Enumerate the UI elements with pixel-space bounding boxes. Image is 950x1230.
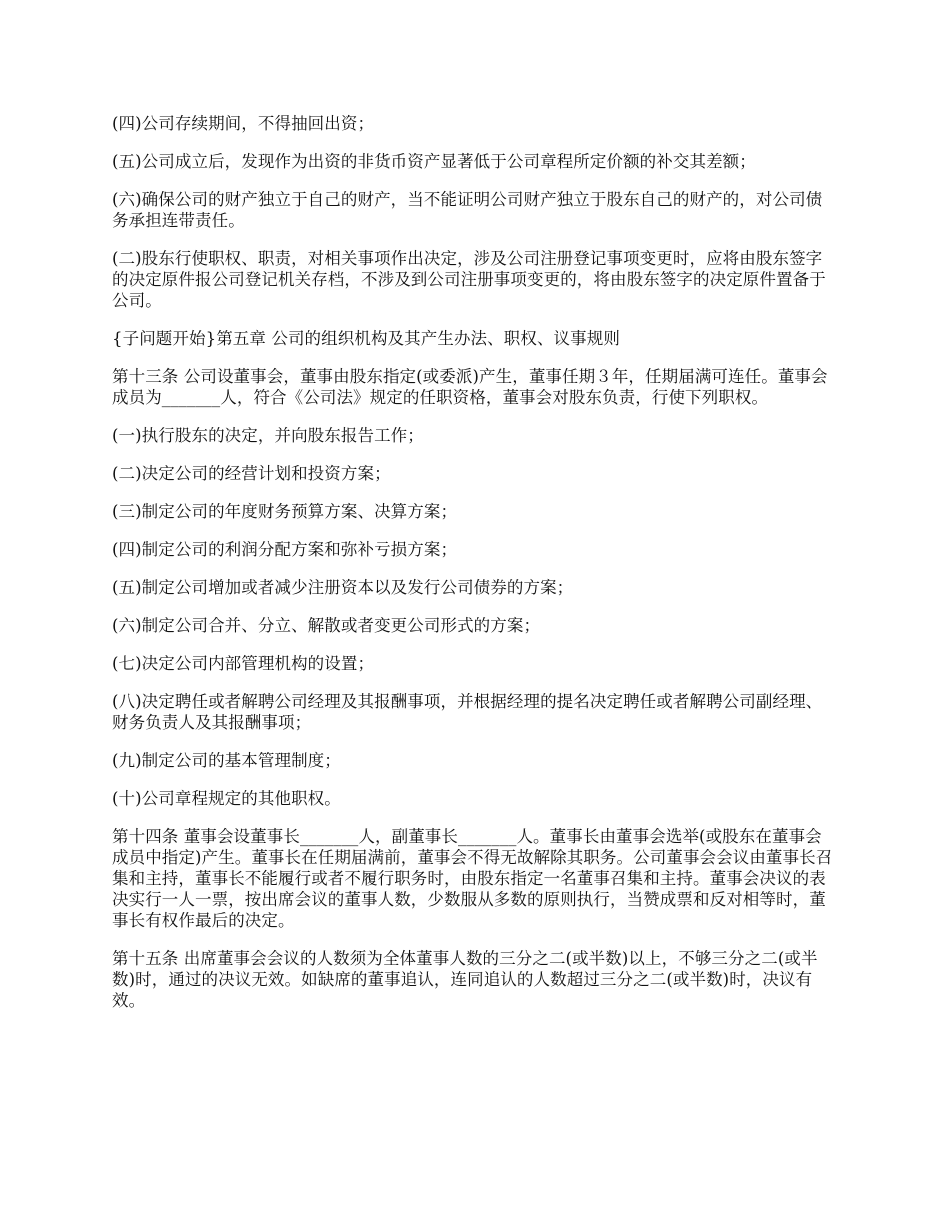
section-heading: {子问题开始}第五章 公司的组织机构及其产生办法、职权、议事规则 — [112, 329, 620, 348]
article-paragraph: 第十五条 出席董事会会议的人数须为全体董事人数的三分之二(或半数)以上，不够三分之二(或半数)时，通过的决议无效。如缺席的董事追认，连同追认的人数超过三分之二(或半数)时，决议有效。 — [112, 949, 818, 1010]
list-item: (二)决定公司的经营计划和投资方案； — [112, 464, 391, 483]
list-item: (三)制定公司的年度财务预算方案、决算方案； — [112, 502, 458, 521]
list-item: (九)制定公司的基本管理制度； — [112, 751, 341, 770]
list-item: (六)制定公司合并、分立、解散或者变更公司形式的方案； — [112, 616, 541, 635]
paragraph: (二)股东行使职权、职责，对相关事项作出决定，涉及公司注册登记事项变更时，应将由股东签字的决定原件报公司登记机关存档，不涉及到公司注册事项变更的，将由股东签字的决定原件置备于公司。 — [112, 249, 826, 310]
paragraph: (六)确保公司的财产独立于自己的财产，当不能证明公司财产独立于股东自己的财产的，对公司债务承担连带责任。 — [112, 190, 823, 230]
article-paragraph: 第十四条 董事会设董事长_______人，副董事长_______人。董事长由董事会选举(或股东在董事会成员中指定)产生。董事长在任期届满前，董事会不得无故解除其职务。公司董事会会议由董事长召集和主持，董事长不能履行或者不履行职务时，由股东指定一名董事召集和主持。董事会决议的表决实行一人一票，按出席会议的董事人数，少数服从多数的原则执行，当赞成票和反对相等时，董事长有权作最后的决定。 — [112, 827, 833, 930]
list-item: (八)决定聘任或者解聘公司经理及其报酬事项，并根据经理的提名决定聘任或者解聘公司副经理、财务负责人及其报酬事项； — [112, 692, 823, 732]
list-item: (四)制定公司的利润分配方案和弥补亏损方案； — [112, 540, 458, 559]
list-item: (五)制定公司增加或者减少注册资本以及发行公司债券的方案； — [112, 578, 574, 597]
list-item: (七)决定公司内部管理机构的设置； — [112, 654, 375, 673]
paragraph: (四)公司存续期间，不得抽回出资； — [112, 114, 375, 133]
list-item: (十)公司章程规定的其他职权。 — [112, 789, 341, 808]
list-item: (一)执行股东的决定，并向股东报告工作； — [112, 426, 424, 445]
article-paragraph: 第十三条 公司设董事会，董事由股东指定(或委派)产生，董事任期３年，任期届满可连任。董事会成员为_______人，符合《公司法》规定的任职资格，董事会对股东负责，行使下列职权。 — [112, 367, 828, 407]
document-page — [112, 113, 838, 1028]
paragraph: (五)公司成立后，发现作为出资的非货币资产显著低于公司章程所定价额的补交其差额； — [112, 152, 756, 171]
